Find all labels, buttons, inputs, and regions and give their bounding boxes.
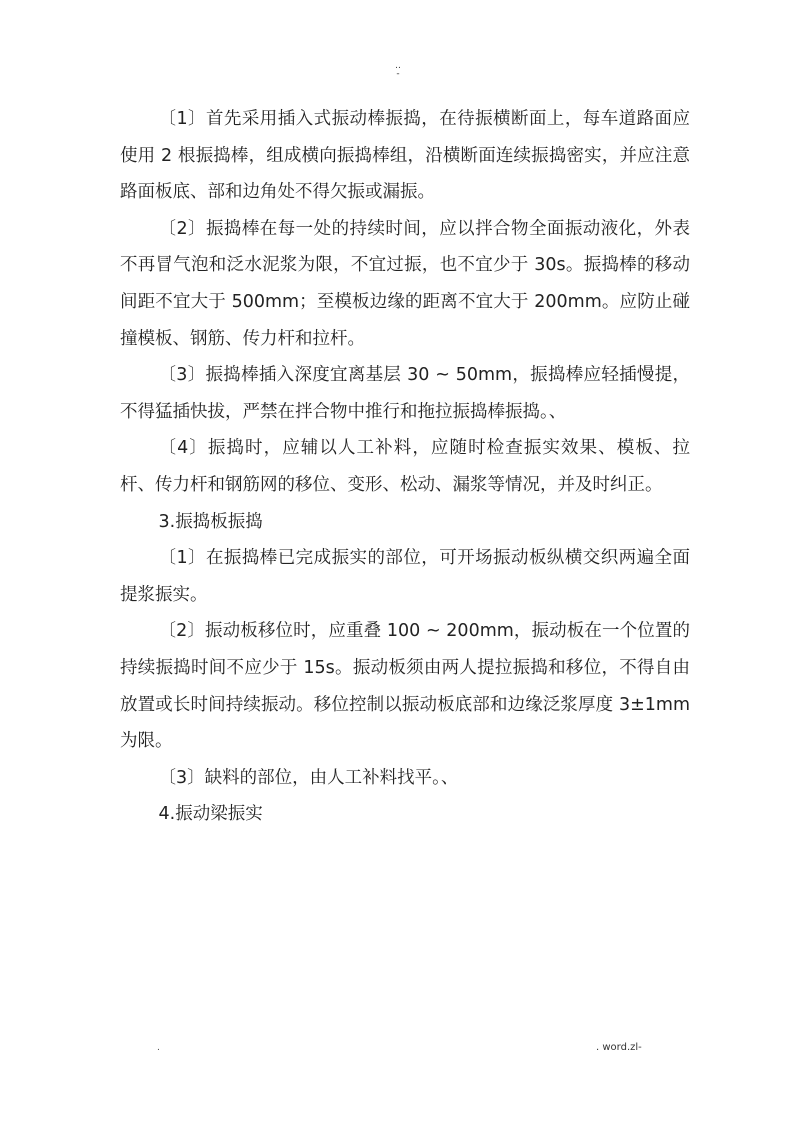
header-dots: .. [395, 61, 401, 71]
paragraph-4: 〔4〕振捣时，应辅以人工补料，应随时检查振实效果、模板、拉杆、传力杆和钢筋网的移位、变形、松动、漏浆等情况，并及时纠正。 [120, 438, 690, 495]
header-dash: - [396, 69, 400, 79]
paragraph-6: 〔2〕振动板移位时，应重叠 100 ~ 200mm，振动板在一个位置的持续振捣时间不应少于 15s。振动板须由两人提拉振捣和移位，不得自由放置或长时间持续振动。移位控制以振动板底部和边缘泛浆厚度 3±1mm 为限。 [120, 621, 690, 752]
page-header-mark [388, 62, 408, 78]
paragraph-3: 〔3〕振捣棒插入深度宜离基层 30 ~ 50mm，振捣棒应轻插慢提，不得猛插快拔，严禁在拌合物中推行和拖拉振捣棒振捣。、 [120, 365, 690, 422]
paragraph-2: 〔2〕振捣棒在每一处的持续时间，应以拌合物全面振动液化，外表不再冒气泡和泛水泥浆为限，不宜过振，也不宜少于 30s。振捣棒的移动间距不宜大于 500mm；至模板边缘的距离不宜大于 200mm。应防止碰撞模板、钢筋、传力杆和拉杆。 [120, 218, 690, 349]
paragraph-5: 〔1〕在振捣棒已完成振实的部位，可开场振动板纵横交织两遍全面提浆振实。 [120, 548, 690, 605]
section-heading-4: 4.振动梁振实 [158, 804, 263, 825]
footer-source-label: . word.zl- [596, 1042, 642, 1053]
section-heading-3: 3.振捣板振捣 [158, 511, 263, 532]
paragraph-7: 〔3〕缺料的部位，由人工补料找平。、 [158, 767, 459, 788]
footer-left-mark: . [157, 1043, 160, 1053]
paragraph-1: 〔1〕首先采用插入式振动棒振捣，在待振横断面上，每车道路面应使用 2 根振捣棒，组成横向振捣棒组，沿横断面连续振捣密实，并应注意路面板底、部和边角处不得欠振或漏振。 [120, 109, 690, 203]
document-body [120, 101, 690, 833]
